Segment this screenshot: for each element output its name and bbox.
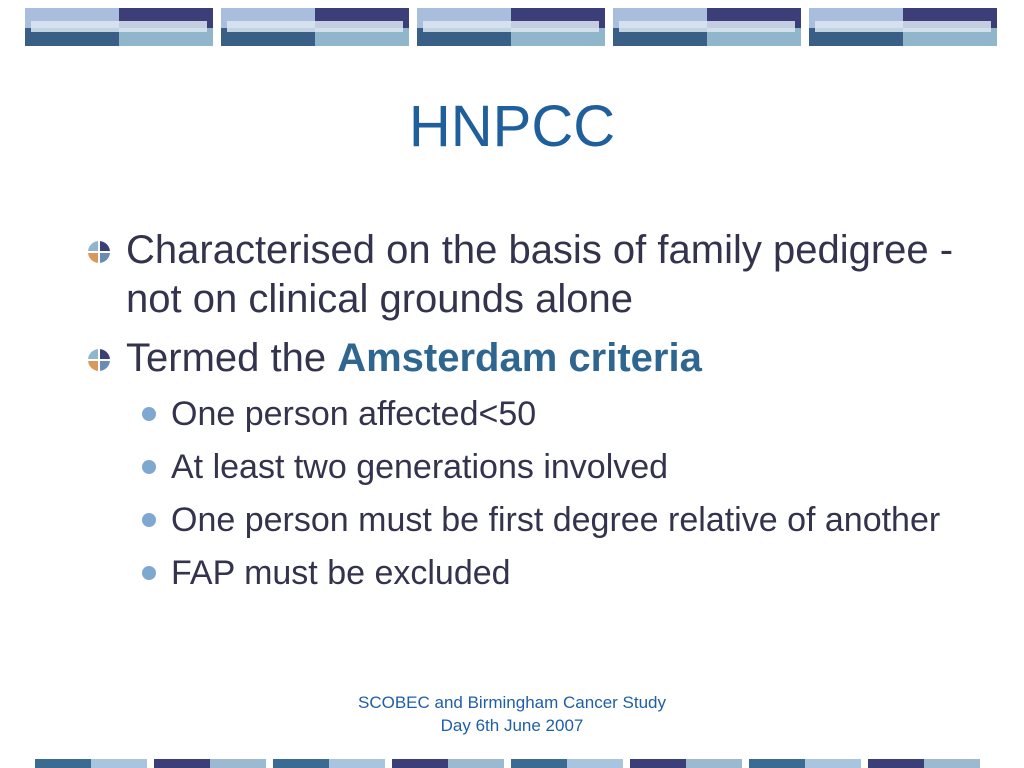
sub-bullet-text: One person affected<50 bbox=[171, 395, 537, 433]
bullet-text: Termed the bbox=[126, 336, 338, 380]
round-dot-bullet-icon bbox=[142, 566, 156, 580]
band-block bbox=[35, 759, 147, 768]
round-dot-bullet-icon bbox=[142, 460, 156, 474]
band-block bbox=[809, 8, 997, 46]
bullet-level2 bbox=[132, 446, 966, 489]
slide-content bbox=[86, 226, 966, 605]
round-dot-bullet-icon bbox=[142, 407, 156, 421]
slide-title: HNPCC bbox=[408, 94, 616, 159]
bullet-level2 bbox=[132, 499, 966, 542]
bullet-emphasis-text: Amsterdam criteria bbox=[337, 336, 702, 380]
sub-bullet-text: FAP must be excluded bbox=[171, 554, 511, 592]
band-block bbox=[25, 8, 213, 46]
bottom-decorative-band bbox=[35, 759, 985, 768]
band-block bbox=[749, 759, 861, 768]
band-block bbox=[221, 8, 409, 46]
bullet-level2 bbox=[132, 393, 966, 436]
quartered-circle-bullet-icon bbox=[88, 349, 110, 371]
slide-footer bbox=[0, 691, 1024, 737]
band-block bbox=[392, 759, 504, 768]
sub-bullet-text: One person must be first degree relative of another bbox=[171, 501, 941, 539]
footer-line-1: SCOBEC and Birmingham Cancer Study bbox=[357, 693, 667, 712]
band-block bbox=[868, 759, 980, 768]
band-block bbox=[154, 759, 266, 768]
sub-bullet-list bbox=[132, 393, 966, 595]
bullet-text: Characterised on the basis of family pedigree - not on clinical grounds alone bbox=[126, 228, 954, 321]
top-decorative-band bbox=[25, 8, 999, 46]
sub-bullet-text: At least two generations involved bbox=[171, 448, 669, 486]
round-dot-bullet-icon bbox=[142, 513, 156, 527]
bullet-level2 bbox=[132, 552, 966, 595]
band-block bbox=[273, 759, 385, 768]
band-block bbox=[511, 759, 623, 768]
quartered-circle-bullet-icon bbox=[88, 241, 110, 263]
bullet-level1 bbox=[86, 226, 966, 324]
footer-line-2: Day 6th June 2007 bbox=[440, 716, 584, 735]
band-block bbox=[613, 8, 801, 46]
band-block bbox=[630, 759, 742, 768]
bullet-level1 bbox=[86, 334, 966, 383]
band-block bbox=[417, 8, 605, 46]
